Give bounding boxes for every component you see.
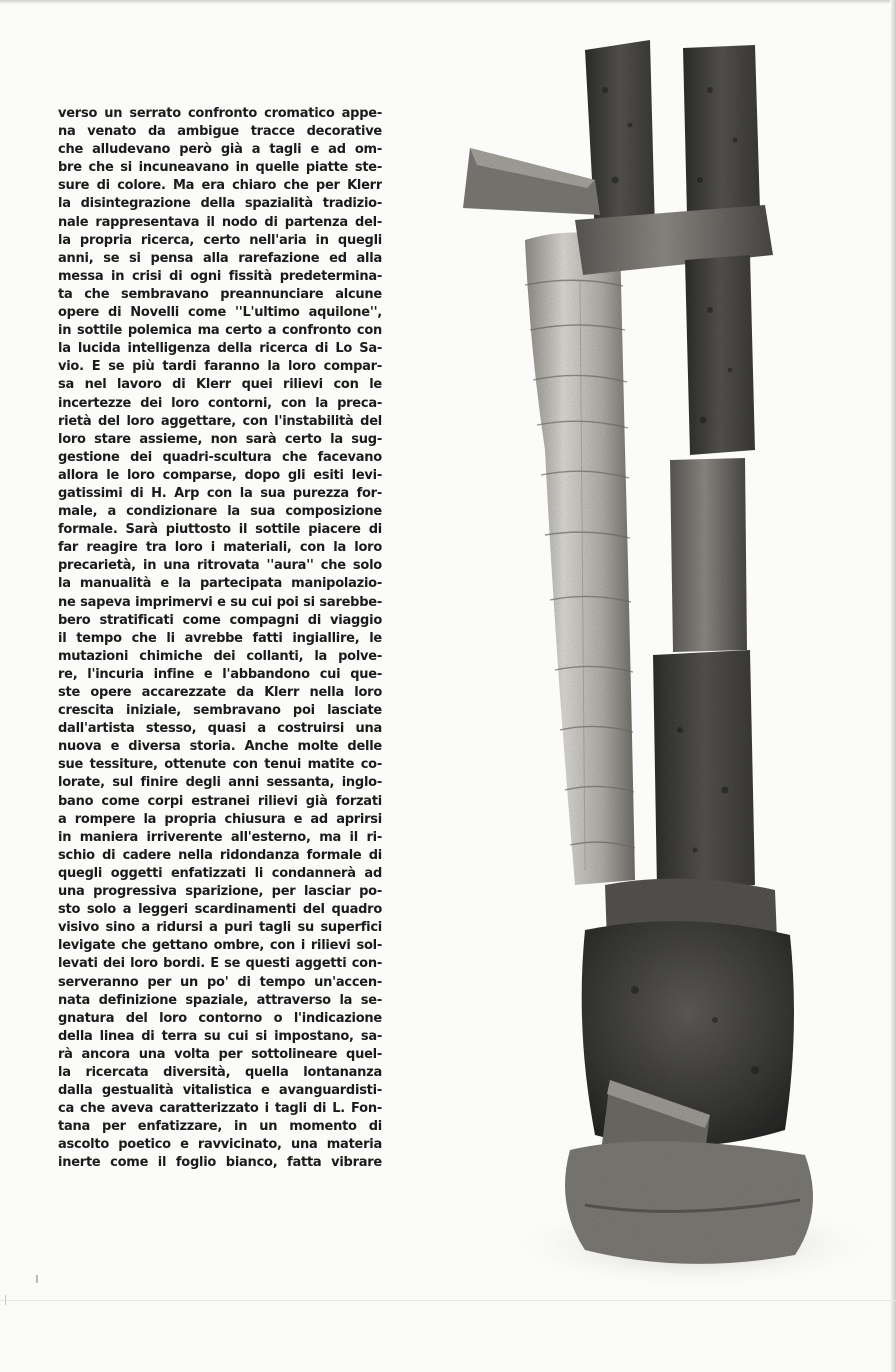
stone-block-right-1	[685, 255, 755, 455]
stone-block-right-2	[670, 458, 747, 652]
text-line: crescita iniziale, sembravano poi lasciate	[58, 703, 382, 719]
text-line: anni, se si pensa alla rarefazione ed alla	[58, 250, 382, 266]
text-line: inerte come il foglio bianco, fatta vibrare	[58, 1155, 382, 1171]
sculpture-photograph	[455, 30, 875, 1290]
sculpture-image	[455, 30, 875, 1290]
text-line: formale. Sarà piuttosto il sottile piacere di	[58, 522, 382, 538]
text-line: verso un serrato confronto cromatico appe-	[58, 106, 382, 121]
text-line: bre che si incuneavano in quelle piatte ste-	[58, 160, 382, 176]
text-line: la ricercata diversità, quella lontananza	[58, 1064, 382, 1080]
text-line: nale rappresentava il nodo di partenza del-	[58, 214, 382, 230]
text-line: gnatura del loro contorno o l'indicazione	[58, 1010, 382, 1026]
text-line: dalla gestualità vitalistica e avanguardisti-	[58, 1083, 382, 1099]
text-line: bero stratificati come compagni di viaggio	[58, 612, 382, 628]
text-line: serveranno per un po' di tempo un'accen-	[58, 974, 382, 990]
text-line: messa in crisi di ogni fissità predetermina-	[58, 268, 382, 284]
scan-line	[0, 1300, 896, 1301]
text-line: rà ancora una volta per sottolineare quel-	[58, 1046, 382, 1062]
text-line: opere di Novelli come ''L'ultimo aquilone'',	[58, 305, 382, 321]
stone-block-right-3	[653, 650, 755, 890]
text-line: ste opere accarezzate da Klerr nella loro	[58, 685, 382, 700]
text-line: loro stare assieme, non sarà certo la sug-	[58, 431, 382, 447]
scan-mark	[36, 1275, 38, 1283]
text-line: male, a condizionare la sua composizione	[58, 504, 382, 520]
text-line: della linea di terra su cui si impostano, sa-	[58, 1028, 382, 1044]
text-line: nuova e diversa storia. Anche molte delle	[58, 739, 382, 755]
text-line: re, l'incuria infine e l'abbandono cui que-	[58, 666, 382, 682]
text-line: dall'artista stesso, quasi a costruirsi una	[58, 721, 382, 737]
text-line: allora le loro comparse, dopo gli esiti levi-	[58, 467, 382, 483]
text-line: na venato da ambigue tracce decorative	[58, 124, 382, 140]
text-line: vio. E se più tardi faranno la loro compar-	[58, 359, 382, 375]
text-line: rietà del loro aggettare, con l'instabilità del	[58, 413, 382, 429]
text-line: schio di cadere nella ridondanza formale di	[58, 847, 382, 863]
text-line: quegli oggetti enfatizzati li condannerà ad	[58, 865, 382, 881]
text-line: precarietà, in una ritrovata ''aura'' che solo	[58, 558, 382, 574]
text-line: nata definizione spaziale, attraverso la se-	[58, 992, 382, 1008]
text-line: ca che aveva caratterizzato i tagli di L. Fon-	[58, 1101, 382, 1117]
text-line: in maniera irriverente all'esterno, ma il ri-	[58, 829, 382, 845]
text-line: sue tessiture, ottenute con tenui matite co-	[58, 757, 382, 773]
text-line: sure di colore. Ma era chiaro che per Klerr	[58, 178, 382, 194]
text-line: visivo sino a ridursi a puri tagli su superfici	[58, 920, 382, 936]
text-line: la propria ricerca, certo nell'aria in quegli	[58, 232, 382, 248]
scan-right-edge	[890, 0, 896, 1372]
text-line: la disintegrazione della spazialità tradizio-	[58, 196, 382, 212]
text-line: levigate che gettano ombre, con i rilievi sol-	[58, 938, 382, 954]
text-line: il tempo che li avrebbe fatti ingiallire, le	[58, 630, 382, 646]
stone-block-top-right	[683, 45, 760, 216]
text-line: gestione dei quadri-scultura che facevano	[58, 449, 382, 465]
text-line: ne sapeva imprimervi e su cui poi si sarebbe-	[58, 594, 382, 610]
text-line: a rompere la propria chiusura e ad aprirsi	[58, 811, 382, 827]
text-line: levati dei loro bordi. E se questi aggetti con-	[58, 956, 382, 972]
text-line: in sottile polemica ma certo a confronto con	[58, 323, 382, 339]
text-line: sto solo a leggeri scardinamenti del quadro	[58, 902, 382, 918]
text-line: ta che sembravano preannunciare alcune	[58, 286, 382, 302]
text-line: la lucida intelligenza della ricerca di Lo Sa-	[58, 341, 382, 357]
article-text-column	[58, 105, 382, 1173]
text-line: bano come corpi estranei rilievi già forzati	[58, 793, 382, 809]
text-line: una progressiva sparizione, per lasciar po-	[58, 884, 382, 900]
text-line: far reagire tra loro i materiali, con la loro	[58, 540, 382, 556]
text-line: la manualità e la partecipata manipolazio-	[58, 576, 382, 592]
text-line: mutazioni chimiche dei collanti, la polve-	[58, 648, 382, 664]
text-line: lorate, sul finire degli anni sessanta, inglo-	[58, 775, 382, 791]
text-line: sa nel lavoro di Klerr quei rilievi con le	[58, 377, 382, 393]
text-line: tana per enfatizzare, in un momento di	[58, 1119, 382, 1135]
text-line: gatissimi di H. Arp con la sua purezza for-	[58, 485, 382, 501]
text-line: incertezze dei loro contorni, con la preca-	[58, 395, 382, 411]
text-line: ascolto poetico e ravvicinato, una materia	[58, 1137, 382, 1153]
text-line: che alludevano però già a tagli e ad om-	[58, 142, 382, 158]
scan-top-edge	[0, 0, 896, 4]
